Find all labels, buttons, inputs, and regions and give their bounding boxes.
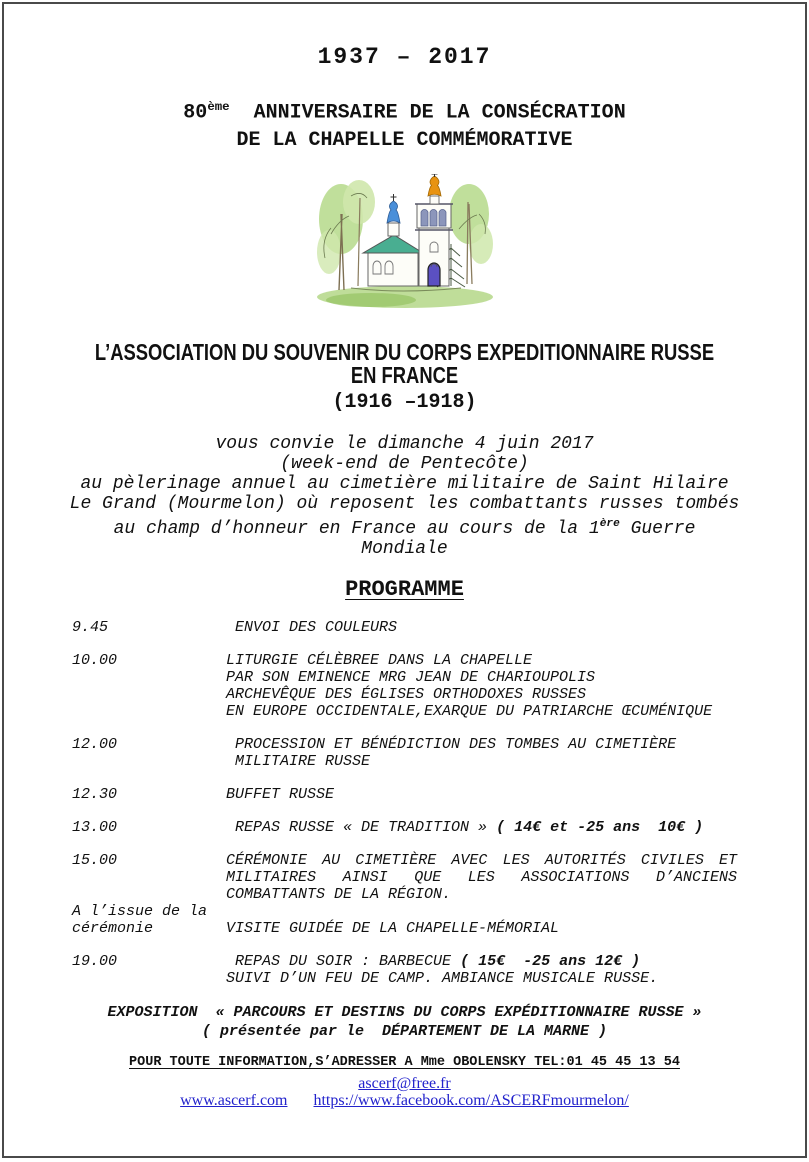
- nave-cross: [390, 194, 396, 201]
- programme-item-1500: [72, 852, 737, 903]
- websites-row: [4, 1092, 805, 1109]
- left-trees: [317, 180, 375, 290]
- programme-item-1900: [72, 953, 737, 987]
- programme-item-1200: [72, 736, 737, 770]
- programme-description: CÉRÉMONIE AU CIMETIÈRE AVEC LES AUTORITÉS CIVILES ET MILITAIRES AINSI QUE LES ASSOCIATIONS D’ANCIENS COMBATTANTS DE LA RÉGION.: [226, 851, 737, 903]
- bell-tower: [415, 174, 453, 286]
- programme-time: 10.00: [72, 651, 118, 669]
- programme-time: 12.30: [72, 785, 118, 803]
- anniversary-line2: DE LA CHAPELLE COMMÉMORATIVE: [236, 128, 573, 152]
- blue-onion-dome: [387, 201, 400, 223]
- programme-list: [4, 619, 805, 987]
- programme-time: 9.45: [72, 618, 109, 636]
- chapel-illustration: [4, 174, 805, 315]
- contact-info: POUR TOUTE INFORMATION,S’ADRESSER A Mme OBOLENSKY TEL:01 45 45 13 54: [129, 1054, 680, 1070]
- price-note: ( 14€ et -25 ans 10€ ): [496, 818, 704, 836]
- programme-item-1300: [72, 819, 737, 836]
- right-trees: [449, 184, 493, 284]
- invitation-paragraph: vous convie le dimanche 4 juin 2017 (week-end de Pentecôte) au pèlerinage annuel au cimetière militaire de Saint Hilaire Le Grand (Mourmelon) où reposent les combattants russes tombés au champ d’honneur en France au cours de la 1ère Guerre Mondiale: [69, 433, 740, 559]
- programme-item-1230: [72, 786, 737, 803]
- tower-cross: [431, 174, 437, 177]
- programme-item-1000: [72, 652, 737, 720]
- programme-description: PROCESSION ET BÉNÉDICTION DES TOMBES AU CIMETIÈRE MILITAIRE RUSSE: [226, 735, 677, 770]
- programme-description: VISITE GUIDÉE DE LA CHAPELLE-MÉMORIAL: [226, 919, 560, 937]
- programme-description: REPAS RUSSE « DE TRADITION » ( 14€ et -25 ans 10€ ): [226, 818, 704, 836]
- programme-time: 19.00: [72, 952, 118, 970]
- programme-description: LITURGIE CÉLÈBREE DANS LA CHAPELLE PAR SON EMINENCE MRG JEAN DE CHARIOUPOLIS ARCHEVÊQUE DES ÉGLISES ORTHODOXES RUSSES EN EUROPE OCCIDENTALE,EXARQUE DU PATRIARCHE ŒCUMÉNIQUE: [226, 651, 713, 720]
- programme-description: ENVOI DES COULEURS: [226, 618, 398, 636]
- association-years: (1916 –1918): [332, 390, 477, 414]
- price-note: ( 15€ -25 ans 12€ ): [460, 952, 641, 970]
- tower-door: [428, 263, 440, 286]
- ordinal-superscript: ème: [207, 100, 230, 114]
- facebook-link[interactable]: https://www.facebook.com/ASCERFmourmelon/: [313, 1091, 629, 1109]
- programme-item-issue: [72, 903, 737, 937]
- website-link[interactable]: www.ascerf.com: [180, 1091, 288, 1109]
- association-title: L’ASSOCIATION DU SOUVENIR DU CORPS EXPEDITIONNAIRE RUSSE EN FRANCE: [94, 338, 720, 388]
- programme-time: 15.00: [72, 851, 118, 869]
- anniversary-title: [4, 94, 805, 154]
- belfry-arches: [421, 209, 446, 226]
- exposition-note: EXPOSITION « PARCOURS ET DESTINS DU CORPS EXPÉDITIONNAIRE RUSSE » ( présentée par le DÉPARTEMENT DE LA MARNE ): [107, 1003, 702, 1040]
- chapel-watercolor-svg: [311, 174, 499, 310]
- gold-onion-dome: [428, 176, 441, 196]
- programme-item-0945: [72, 619, 737, 636]
- email-row: [4, 1075, 805, 1092]
- programme-time: 13.00: [72, 818, 118, 836]
- document-page: [2, 2, 807, 1158]
- ordinal-superscript: ère: [599, 517, 620, 530]
- programme-description: BUFFET RUSSE: [226, 785, 335, 803]
- email-link[interactable]: ascerf@free.fr: [358, 1074, 451, 1092]
- programme-time: 12.00: [72, 735, 118, 753]
- anniversary-line1: 80ème ANNIVERSAIRE DE LA CONSÉCRATION: [183, 100, 626, 125]
- programme-heading: PROGRAMME: [345, 576, 464, 602]
- programme-description: REPAS DU SOIR : BARBECUE ( 15€ -25 ans 12€ ) SUIVI D’UN FEU DE CAMP. AMBIANCE MUSICALE RUSSE.: [226, 952, 659, 987]
- programme-time: A l’issue de la cérémonie: [72, 902, 208, 937]
- years-title: 1937 – 2017: [317, 44, 492, 70]
